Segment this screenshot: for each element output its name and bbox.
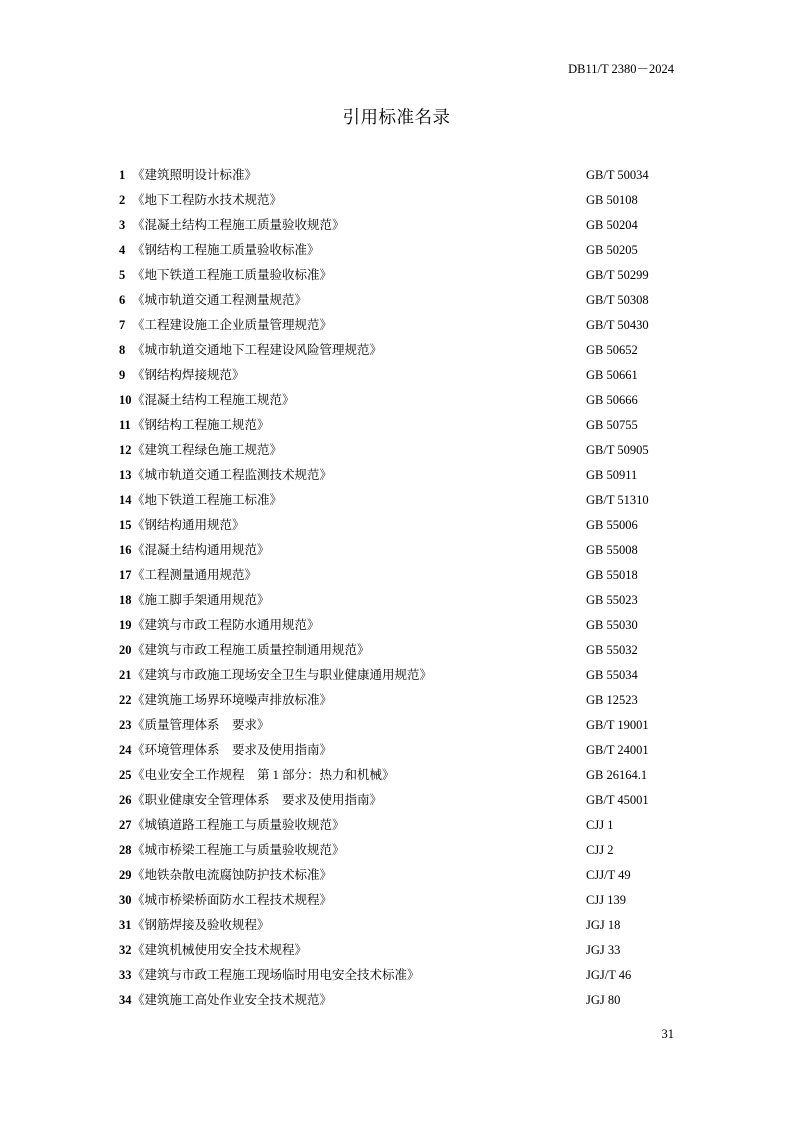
reference-title: 《城市桥梁桥面防水工程技术规程》 bbox=[132, 893, 333, 907]
reference-number: 25 bbox=[119, 768, 132, 782]
reference-code: GB/T 50299 bbox=[586, 268, 649, 282]
reference-code: JGJ 80 bbox=[586, 993, 621, 1007]
reference-number: 2 bbox=[119, 193, 126, 207]
reference-code: GB 50661 bbox=[586, 368, 638, 382]
reference-title: 《地铁杂散电流腐蚀防护技术标准》 bbox=[132, 868, 333, 882]
reference-row bbox=[119, 613, 679, 638]
reference-row bbox=[119, 813, 679, 838]
reference-number: 7 bbox=[119, 318, 126, 332]
page-title: 引用标准名录 bbox=[342, 108, 451, 128]
reference-number: 29 bbox=[119, 868, 132, 882]
reference-number: 15 bbox=[119, 518, 132, 532]
reference-title: 《地下铁道工程施工标准》 bbox=[132, 493, 283, 507]
reference-code: GB/T 19001 bbox=[586, 718, 649, 732]
reference-number: 24 bbox=[119, 743, 132, 757]
reference-code: GB/T 50905 bbox=[586, 443, 649, 457]
reference-number: 1 bbox=[119, 168, 126, 182]
document-code: DB11/T 2380－2024 bbox=[568, 62, 674, 76]
reference-number: 16 bbox=[119, 543, 132, 557]
reference-title: 《职业健康安全管理体系 要求及使用指南》 bbox=[132, 793, 383, 807]
reference-row bbox=[119, 588, 679, 613]
reference-number: 30 bbox=[119, 893, 132, 907]
reference-title: 《电业安全工作规程 第 1 部分：热力和机械》 bbox=[132, 768, 395, 782]
reference-number: 22 bbox=[119, 693, 132, 707]
reference-code: GB/T 50034 bbox=[586, 168, 649, 182]
reference-title: 《建筑工程绿色施工规范》 bbox=[132, 443, 283, 457]
reference-code: GB 50911 bbox=[586, 468, 638, 482]
reference-title: 《工程测量通用规范》 bbox=[132, 568, 258, 582]
reference-row bbox=[119, 388, 679, 413]
reference-row bbox=[119, 363, 679, 388]
reference-title: 《混凝土结构工程施工规范》 bbox=[132, 393, 295, 407]
reference-list bbox=[119, 163, 679, 1013]
reference-title: 《城市桥梁工程施工与质量验收规范》 bbox=[132, 843, 345, 857]
reference-title: 《钢结构工程施工质量验收标准》 bbox=[132, 243, 320, 257]
reference-number: 14 bbox=[119, 493, 132, 507]
reference-row bbox=[119, 763, 679, 788]
reference-number: 20 bbox=[119, 643, 132, 657]
reference-row bbox=[119, 463, 679, 488]
reference-title: 《钢结构工程施工规范》 bbox=[132, 418, 270, 432]
reference-code: GB/T 50430 bbox=[586, 318, 649, 332]
reference-number: 13 bbox=[119, 468, 132, 482]
reference-title: 《质量管理体系 要求》 bbox=[132, 718, 270, 732]
reference-code: JGJ/T 46 bbox=[586, 968, 632, 982]
reference-title: 《地下工程防水技术规范》 bbox=[132, 193, 283, 207]
reference-number: 19 bbox=[119, 618, 132, 632]
reference-code: GB 55006 bbox=[586, 518, 638, 532]
reference-number: 3 bbox=[119, 218, 126, 232]
reference-title: 《地下铁道工程施工质量验收标准》 bbox=[132, 268, 333, 282]
reference-code: GB 55023 bbox=[586, 593, 638, 607]
reference-row bbox=[119, 538, 679, 563]
reference-code: GB/T 51310 bbox=[586, 493, 649, 507]
reference-number: 21 bbox=[119, 668, 132, 682]
reference-code: GB/T 50308 bbox=[586, 293, 649, 307]
reference-row bbox=[119, 888, 679, 913]
reference-title: 《钢结构通用规范》 bbox=[132, 518, 245, 532]
reference-code: GB 55018 bbox=[586, 568, 638, 582]
reference-row bbox=[119, 988, 679, 1013]
reference-number: 33 bbox=[119, 968, 132, 982]
reference-number: 5 bbox=[119, 268, 126, 282]
reference-title: 《工程建设施工企业质量管理规范》 bbox=[132, 318, 333, 332]
reference-number: 11 bbox=[119, 418, 131, 432]
reference-row bbox=[119, 838, 679, 863]
reference-row bbox=[119, 963, 679, 988]
reference-title: 《建筑施工场界环境噪声排放标准》 bbox=[132, 693, 333, 707]
reference-code: GB 50205 bbox=[586, 243, 638, 257]
reference-number: 8 bbox=[119, 343, 126, 357]
reference-number: 12 bbox=[119, 443, 132, 457]
reference-title: 《城市轨道交通工程测量规范》 bbox=[132, 293, 308, 307]
reference-row bbox=[119, 863, 679, 888]
reference-title: 《混凝土结构工程施工质量验收规范》 bbox=[132, 218, 345, 232]
reference-title: 《施工脚手架通用规范》 bbox=[132, 593, 270, 607]
reference-title: 《建筑照明设计标准》 bbox=[132, 168, 258, 182]
reference-row bbox=[119, 563, 679, 588]
reference-number: 34 bbox=[119, 993, 132, 1007]
reference-row bbox=[119, 938, 679, 963]
reference-code: CJJ 139 bbox=[586, 893, 626, 907]
reference-title: 《建筑与市政工程施工质量控制通用规范》 bbox=[132, 643, 370, 657]
reference-number: 27 bbox=[119, 818, 132, 832]
reference-title: 《钢结构焊接规范》 bbox=[132, 368, 245, 382]
reference-code: GB 55034 bbox=[586, 668, 638, 682]
reference-code: GB 50666 bbox=[586, 393, 638, 407]
reference-code: CJJ 2 bbox=[586, 843, 614, 857]
reference-title: 《建筑与市政工程防水通用规范》 bbox=[132, 618, 320, 632]
reference-code: GB/T 24001 bbox=[586, 743, 649, 757]
reference-title: 《城市轨道交通工程监测技术规范》 bbox=[132, 468, 333, 482]
reference-title: 《建筑与市政工程施工现场临时用电安全技术标准》 bbox=[132, 968, 420, 982]
reference-code: GB 50755 bbox=[586, 418, 638, 432]
reference-number: 17 bbox=[119, 568, 132, 582]
reference-number: 4 bbox=[119, 243, 126, 257]
reference-code: GB 55008 bbox=[586, 543, 638, 557]
reference-code: GB 50108 bbox=[586, 193, 638, 207]
reference-row bbox=[119, 288, 679, 313]
reference-row bbox=[119, 213, 679, 238]
reference-code: GB 50652 bbox=[586, 343, 638, 357]
reference-row bbox=[119, 663, 679, 688]
reference-code: GB 12523 bbox=[586, 693, 638, 707]
reference-title: 《建筑机械使用安全技术规程》 bbox=[132, 943, 308, 957]
reference-code: GB 55030 bbox=[586, 618, 638, 632]
reference-title: 《建筑施工高处作业安全技术规范》 bbox=[132, 993, 333, 1007]
reference-row bbox=[119, 638, 679, 663]
reference-row bbox=[119, 513, 679, 538]
reference-title: 《环境管理体系 要求及使用指南》 bbox=[132, 743, 333, 757]
reference-row bbox=[119, 238, 679, 263]
reference-number: 9 bbox=[119, 368, 126, 382]
reference-number: 10 bbox=[119, 393, 132, 407]
reference-row bbox=[119, 338, 679, 363]
reference-row bbox=[119, 713, 679, 738]
reference-title: 《城市轨道交通地下工程建设风险管理规范》 bbox=[132, 343, 383, 357]
reference-row bbox=[119, 488, 679, 513]
reference-code: CJJ/T 49 bbox=[586, 868, 631, 882]
reference-title: 《混凝土结构通用规范》 bbox=[132, 543, 270, 557]
reference-row bbox=[119, 688, 679, 713]
reference-row bbox=[119, 188, 679, 213]
reference-code: GB 26164.1 bbox=[586, 768, 648, 782]
reference-number: 26 bbox=[119, 793, 132, 807]
reference-row bbox=[119, 438, 679, 463]
page-number: 31 bbox=[661, 1027, 674, 1041]
reference-code: JGJ 18 bbox=[586, 918, 621, 932]
reference-title: 《城镇道路工程施工与质量验收规范》 bbox=[132, 818, 345, 832]
reference-row bbox=[119, 413, 679, 438]
reference-code: CJJ 1 bbox=[586, 818, 614, 832]
reference-row bbox=[119, 788, 679, 813]
reference-number: 6 bbox=[119, 293, 126, 307]
reference-title: 《建筑与市政施工现场安全卫生与职业健康通用规范》 bbox=[132, 668, 433, 682]
reference-title: 《钢筋焊接及验收规程》 bbox=[132, 918, 270, 932]
reference-number: 28 bbox=[119, 843, 132, 857]
reference-number: 18 bbox=[119, 593, 132, 607]
reference-number: 31 bbox=[119, 918, 132, 932]
reference-row bbox=[119, 738, 679, 763]
reference-row bbox=[119, 313, 679, 338]
reference-code: GB 55032 bbox=[586, 643, 638, 657]
reference-code: GB/T 45001 bbox=[586, 793, 649, 807]
reference-number: 32 bbox=[119, 943, 132, 957]
reference-number: 23 bbox=[119, 718, 132, 732]
reference-code: JGJ 33 bbox=[586, 943, 621, 957]
reference-row bbox=[119, 163, 679, 188]
reference-row bbox=[119, 913, 679, 938]
reference-row bbox=[119, 263, 679, 288]
reference-code: GB 50204 bbox=[586, 218, 638, 232]
